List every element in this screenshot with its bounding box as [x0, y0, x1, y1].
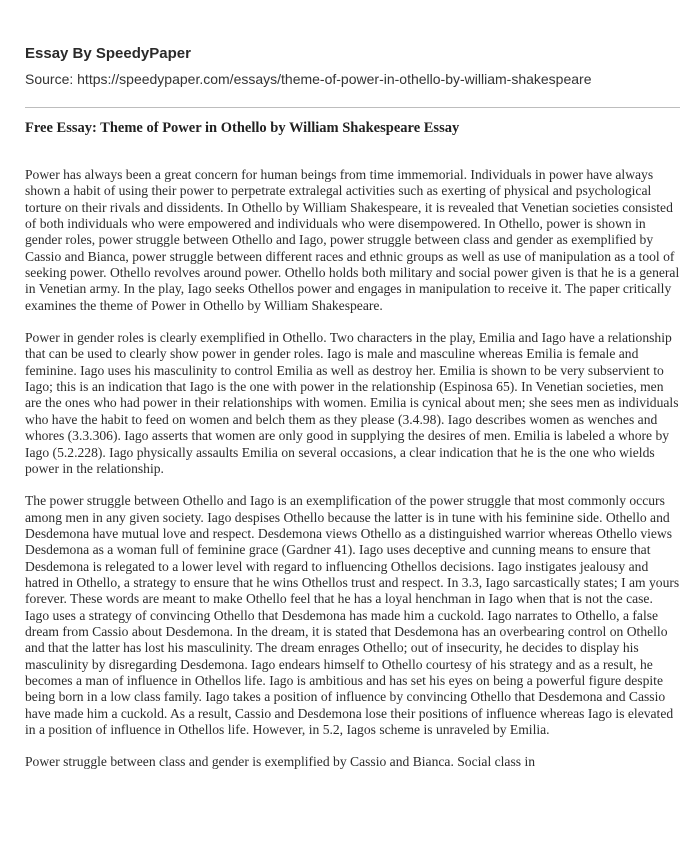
- essay-body: [25, 167, 680, 787]
- paragraph-4: Power struggle between class and gender is exemplified by Cassio and Bianca. Social class in: [25, 754, 536, 770]
- source-url: Source: https://speedypaper.com/essays/theme-of-power-in-othello-by-william-shakespeare: [25, 71, 592, 87]
- paragraph-1: Power has always been a great concern for human beings from time immemorial. Individuals in power have always shown a habit of using their power to perpetrate extralegal activities such as exerting of physical and psychological torture on their rivals and dissidents. In Othello by William Shakespeare, it is revealed that Venetian societies consisted of both individuals who were empowered and individuals who were disempowered. In Othello, power is shown in gender roles, power struggle between Othello and Iago, power struggle between class and gender as exemplified by Cassio and Bianca, power struggle between different races and ethnic groups as well as use of manipulation as a tool of seeking power. Othello revolves around power. Othello holds both military and social power given is that he is a general in Venetian army. In the play, Iago seeks Othellos power and engages in manipulation to receive it. The paper critically examines the theme of Power in Othello by William Shakespeare.: [25, 167, 680, 313]
- site-title: Essay By SpeedyPaper: [25, 45, 191, 62]
- header-divider: [25, 107, 680, 108]
- paragraph-2: Power in gender roles is clearly exemplified in Othello. Two characters in the play, Emilia and Iago have a relationship that can be used to clearly show power in gender roles. Iago is male and masculine whereas Emilia is female and feminine. Iago uses his masculinity to control Emilia as well as destroy her. Emilia is shown to be very subservient to Iago; this is an indication that Iago is the one with power in the relationship (Espinosa 65). In Venetian societies, men are the ones who had power in their relationships with women. Emilia is cynical about men; she sees men as individuals who have the habit to feed on women and belch them as they please (3.4.98). Iago describes women as wenches and whores (3.3.306). Iago asserts that women are only good in supplying the desires of men. Emilia is labeled a whore by Iago (5.2.228). Iago physically assaults Emilia on several occasions, a clear indication that he is the one who wields power in the relationship.: [25, 330, 679, 476]
- paragraph-3: The power struggle between Othello and Iago is an exemplification of the power struggle that most commonly occurs among men in any given society. Iago despises Othello because the latter is in tune with his feminine side. Othello and Desdemona have mutual love and respect. Desdemona views Othello as a distinguished warrior whereas Othello views Desdemona as a woman full of feminine grace (Gardner 41). Iago uses deceptive and cunning means to ensure that Desdemona is relegated to a lower level with regard to influencing Othellos decisions. Iago instigates jealousy and hatred in Othello, a strategy to ensure that he wins Othellos trust and respect. In 3.3, Iago sarcastically states; I am yours forever. These words are meant to make Othello feel that he has a loyal henchman in Iago when that is not the case. Iago uses a strategy of convincing Othello that Desdemona has made him a cuckold. Iago narrates to Othello, a false dream from Cassio about Desdemona. In the dream, it is stated that Desdemona has an overbearing control on Othello and that the latter has lost his masculinity. The dream enrages Othello; out of insecurity, he decides to display his masculinity by disregarding Desdemona. Iago endears himself to Othello courtesy of his strategy and as a result, he becomes a man of influence in Othellos life. Iago is ambitious and has set his eyes on being a powerful figure despite being born in a low class family. Iago takes a position of influence by convincing Othello that Desdemona and Cassio have made him a cuckold. As a result, Cassio and Desdemona lose their positions of influence whereas Iago is elevated in a position of influence in Othellos life. However, in 5.2, Iagos scheme is unraveled by Emilia.: [25, 493, 680, 737]
- essay-title: Free Essay: Theme of Power in Othello by William Shakespeare Essay: [25, 120, 460, 136]
